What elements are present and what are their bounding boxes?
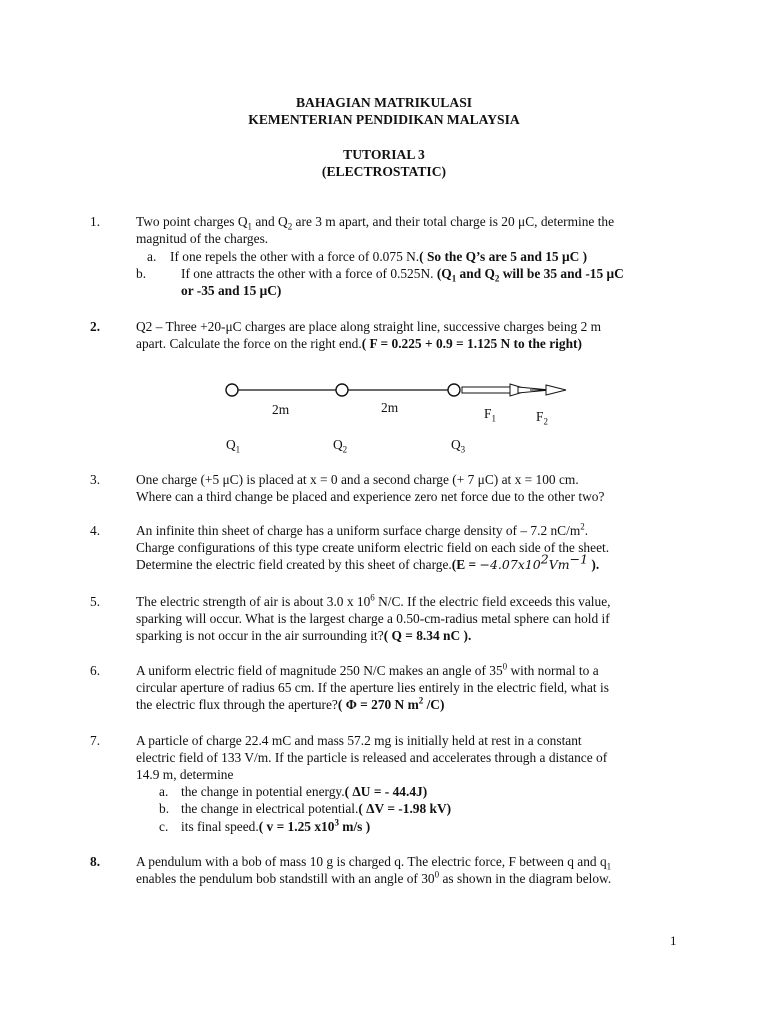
question-1-number: 1. — [90, 214, 101, 229]
question-3-line-1: One charge (+5 μC) is placed at x = 0 and a second charge (+ 7 μC) at x = 100 cm. — [136, 472, 579, 487]
question-7b-label: b. — [159, 801, 170, 816]
question-2-number: 2. — [90, 319, 101, 334]
distance-label-1: 2m — [272, 402, 290, 417]
question-1a-label: a. — [147, 249, 157, 264]
force-arrows — [462, 384, 566, 396]
distance-label-2: 2m — [381, 400, 399, 415]
question-8-number: 8. — [90, 854, 101, 869]
question-7-line-1: A particle of charge 22.4 mC and mass 57.2 mg is initially held at rest in a constant — [136, 733, 582, 748]
question-7c-label: c. — [159, 819, 169, 834]
question-5-line-2: sparking will occur. What is the largest charge a 0.50-cm-radius metal sphere can hold if — [136, 611, 610, 626]
question-4-line-1: An infinite thin sheet of charge has a uniform surface charge density of – 7.2 $nC/m^2$. — [136, 521, 589, 538]
question-7-number: 7. — [90, 733, 101, 748]
question-6-line-1: A uniform electric field of magnitude 250 N/C makes an angle of $35^0$ with normal to a — [136, 661, 599, 678]
question-3-line-2: Where can a third change be placed and experience zero net force due to the other two? — [136, 489, 605, 504]
question-7-line-3: 14.9 m, determine — [136, 767, 234, 782]
question-1-line-2: magnitud of the charges. — [136, 231, 269, 246]
charge-label-q1: $Q_1$ — [226, 437, 241, 455]
charges-diagram — [200, 374, 620, 454]
tutorial-topic: (ELECTROSTATIC) — [321, 164, 447, 179]
question-2-line-2: apart. Calculate the force on the right end.( F = 0.225 + 0.9 = 1.125 N to the right) — [136, 336, 582, 351]
tutorial-title: TUTORIAL 3 — [343, 147, 425, 162]
question-1a-text: If one repels the other with a force of 0.075 N.( So the Q’s are 5 and 15 μC ) — [170, 249, 588, 264]
question-8-line-2: enables the pendulum bob standstill with an angle of $30^0$ as shown in the diagram below. — [136, 869, 612, 886]
question-3-number: 3. — [90, 472, 101, 487]
question-7a-label: a. — [159, 784, 169, 799]
question-1b-text: If one attracts the other with a force of 0.525N. ($Q_1$ and $Q_2$ will be 35 and -15 μC — [181, 266, 624, 284]
question-1b-answer-cont: or -35 and 15 μC) — [181, 283, 282, 298]
question-8-line-1: A pendulum with a bob of mass 10 g is charged q. The electric force, F between q and $q_1$ — [136, 854, 612, 872]
force-label-f2: $F_2$ — [536, 409, 548, 427]
question-7a-text: the change in potential energy.( ΔU = - 44.4J) — [181, 784, 428, 799]
page-number: 1 — [670, 933, 677, 948]
question-1b-label: b. — [136, 266, 147, 281]
question-7c-text: its final speed.( v = 1.25 $x10^3$ m/s ) — [181, 817, 371, 834]
question-5-line-3: sparking is not occur in the air surrounding it?( Q = 8.34 nC ). — [136, 628, 472, 643]
question-7-line-2: electric field of 133 V/m. If the particle is released and accelerates through a distance of — [136, 750, 608, 765]
question-6-line-3: the electric flux through the aperture?( Φ = 270 N $m^2$ /C) — [136, 695, 445, 712]
question-2-line-1: Q2 – Three +20-μC charges are place along straight line, successive charges being 2 m — [136, 319, 602, 334]
ministry-name: KEMENTERIAN PENDIDIKAN MALAYSIA — [248, 112, 520, 127]
question-5-line-1: The electric strength of air is about 3.0 x $10^6$ N/C. If the electric field exceeds this value, — [136, 592, 611, 609]
charge-q3-marker — [448, 384, 460, 396]
charge-q1-marker — [226, 384, 238, 396]
force-label-f1: $F_1$ — [484, 406, 496, 424]
question-4-line-2: Charge configurations of this type create uniform electric field on each side of the sheet. — [136, 540, 610, 555]
institution-name: BAHAGIAN MATRIKULASI — [295, 95, 473, 110]
charge-label-q3: $Q_3$ — [451, 437, 466, 455]
charge-q2-marker — [336, 384, 348, 396]
question-4-number: 4. — [90, 523, 101, 538]
question-7b-text: the change in electrical potential.( ΔV = -1.98 kV) — [181, 801, 452, 816]
question-1-line-1: Two point charges $Q_1$ and $Q_2$ are 3 m apart, and their total charge is 20 μC, determine the — [136, 214, 615, 232]
question-4-line-3: Determine the electric field created by this sheet of charge.(E = $-4.07x10^2Vm^{-1}$ ). — [136, 551, 600, 572]
question-6-number: 6. — [90, 663, 101, 678]
question-5-number: 5. — [90, 594, 101, 609]
charge-label-q2: $Q_2$ — [333, 437, 348, 455]
question-6-line-2: circular aperture of radius 65 cm. If the aperture lies entirely in the electric field, what is — [136, 680, 609, 695]
